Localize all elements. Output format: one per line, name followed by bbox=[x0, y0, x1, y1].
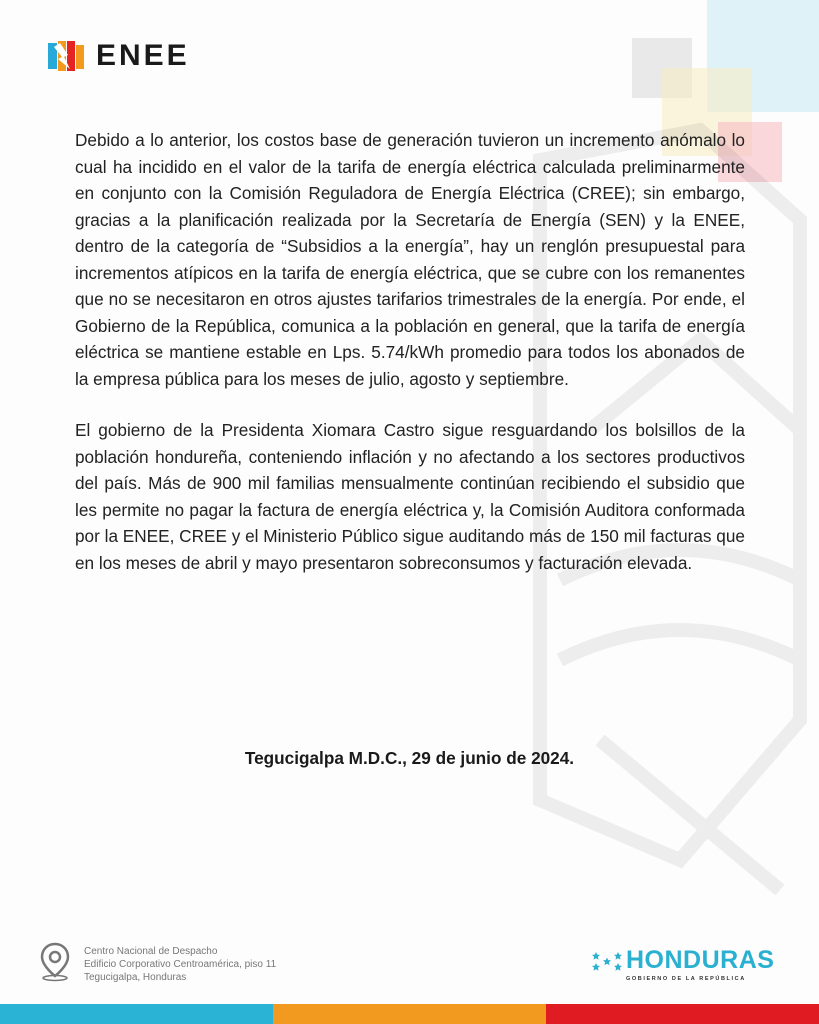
address-line: Edificio Corporativo Centroamérica, piso 11 bbox=[84, 959, 277, 970]
gov-name: HONDURAS bbox=[626, 946, 775, 974]
enee-flame-logo-icon bbox=[48, 39, 84, 73]
org-name: ENEE bbox=[96, 39, 190, 72]
bar-segment-red bbox=[546, 1004, 819, 1024]
date-line: Tegucigalpa M.D.C., 29 de junio de 2024. bbox=[244, 748, 575, 768]
press-release-body bbox=[75, 127, 745, 601]
footer-address bbox=[38, 942, 276, 984]
body-paragraph: Debido a lo anterior, los costos base de generación tuvieron un incremento anómalo lo cual ha incidido en el valor de la tarifa de energía eléctrica calculada preliminarmente en conjunto con la Comisión Reguladora de Energía Eléctrica (CREE); sin embargo, gracias a la planificación realizada por la Secretaría de Energía (SEN) y la ENEE, dentro de la categoría de “Subsidios a la energía”, hay un renglón presupuestal para incrementos atípicos en la tarifa de energía eléctrica, que se cubre con los remanentes que no se necesitaron en otros ajustes tarifarios trimestrales de la energía. Por ende, el Gobierno de la República, comunica a la población en general, que la tarifa de energía eléctrica se mantiene estable en Lps. 5.74/kWh promedio para todos los abonados de la empresa pública para los meses de julio, agosto y septiembre. bbox=[75, 130, 745, 389]
bar-segment-cyan bbox=[0, 1004, 273, 1024]
address-line: Centro Nacional de Despacho bbox=[84, 946, 218, 957]
gov-subtitle: GOBIERNO DE LA REPÚBLICA bbox=[626, 976, 746, 982]
bottom-color-bar bbox=[0, 1004, 819, 1024]
honduras-stars-icon bbox=[590, 948, 624, 974]
body-paragraph: El gobierno de la Presidenta Xiomara Castro sigue resguardando los bolsillos de la población hondureña, conteniendo inflación y no afectando a los sectores productivos del país. Más de 900 mil familias mensualmente continúan recibiendo el subsidio que les permite no pagar la factura de energía eléctrica y, la Comisión Auditora conformada por la ENEE, CREE y el Ministerio Público sigue auditando más de 150 mil facturas que en los meses de abril y mayo presentaron sobreconsumos y facturación elevada. bbox=[75, 420, 745, 573]
address-line: Tegucigalpa, Honduras bbox=[84, 972, 187, 983]
header bbox=[48, 38, 190, 74]
bar-segment-orange bbox=[273, 1004, 546, 1024]
honduras-gov-logo bbox=[590, 946, 790, 982]
location-pin-icon bbox=[38, 942, 72, 982]
address-lines bbox=[84, 945, 276, 984]
